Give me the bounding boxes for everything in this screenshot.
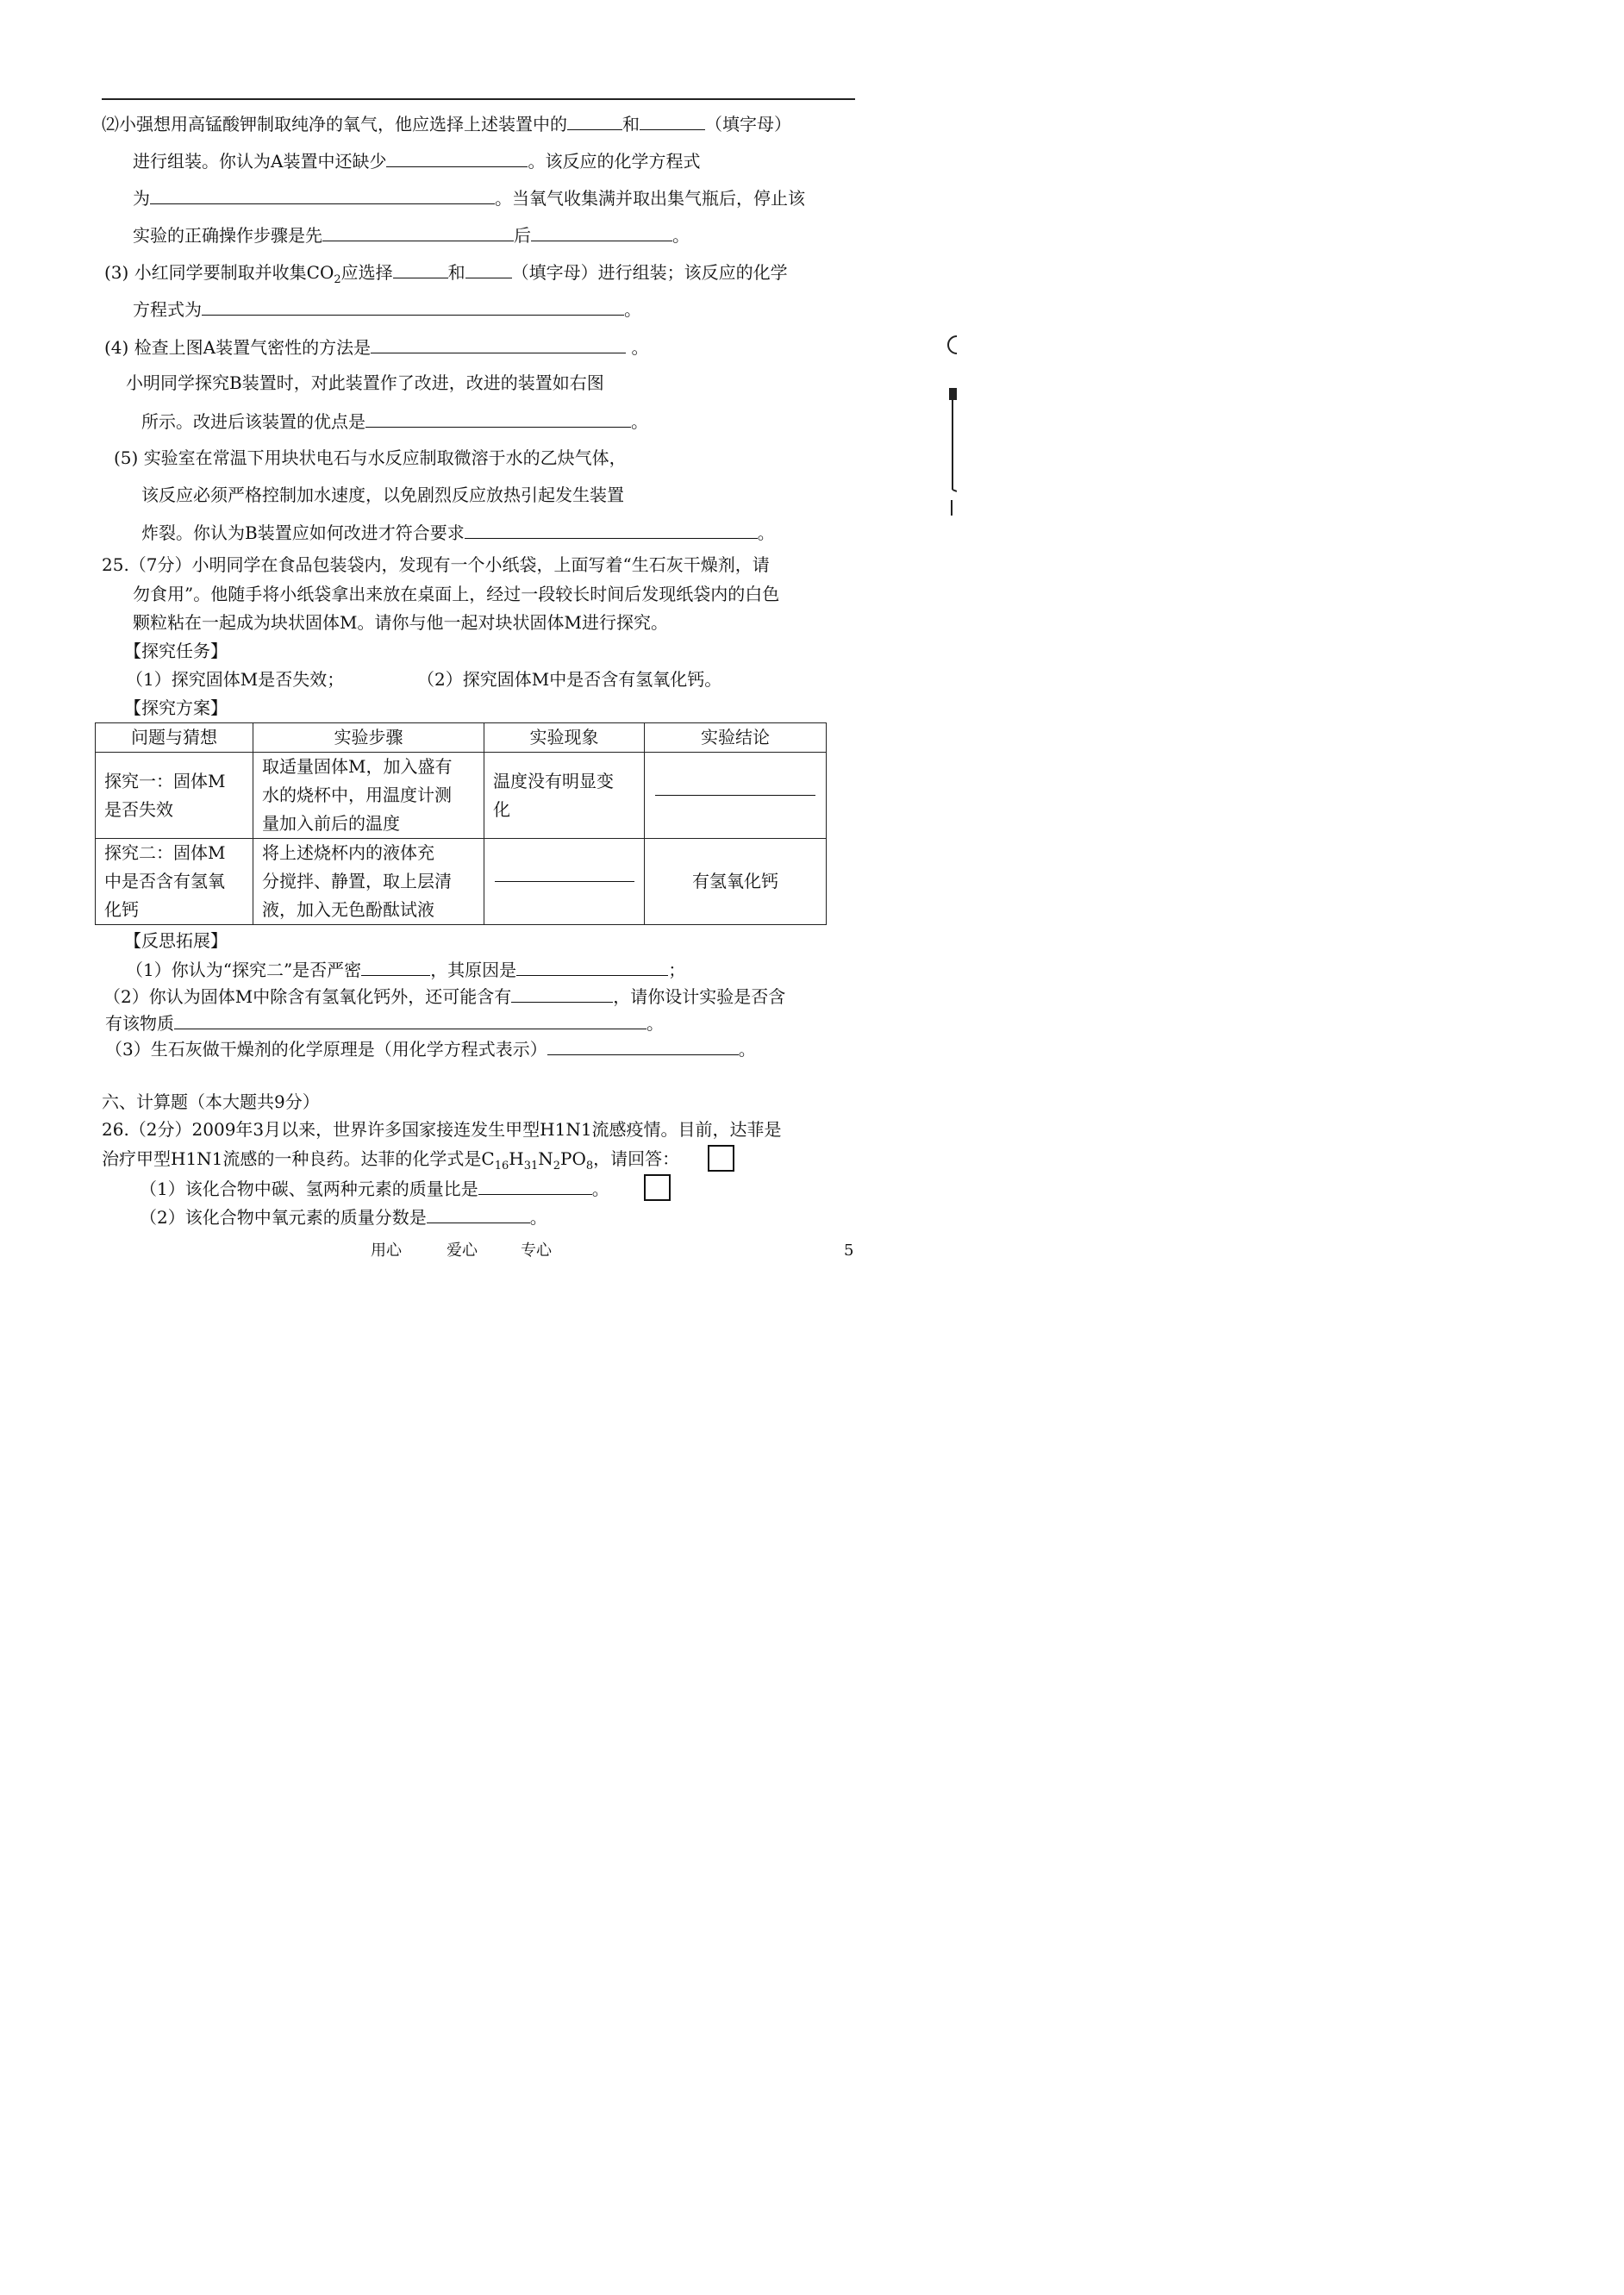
- text: 。: [738, 1039, 756, 1060]
- answer-blank[interactable]: [465, 259, 512, 278]
- cell-text: 是否失效: [104, 798, 173, 820]
- text: 炸裂。你认为B装置应如何改进才符合要求: [141, 522, 465, 543]
- text: 。: [646, 1013, 664, 1034]
- answer-blank[interactable]: [567, 110, 622, 130]
- cell-text: 取适量固体M，加入盛有: [262, 756, 453, 777]
- answer-blank[interactable]: [427, 1204, 530, 1223]
- q26-line1: 26.（2分）2009年3月以来，世界许多国家接连发生甲型H1N1流感疫情。目前，达菲是: [102, 1119, 782, 1140]
- plan-heading: 【探究方案】: [124, 697, 228, 718]
- text: PO: [560, 1148, 586, 1169]
- cell-text: 探究二：固体M: [104, 842, 226, 863]
- text: 有该物质: [105, 1013, 174, 1034]
- q24-p3-line1: [104, 259, 788, 285]
- text: (3) 小红同学要制取并收集CO: [104, 262, 334, 283]
- answer-blank[interactable]: [322, 222, 514, 241]
- text: 后: [514, 225, 531, 246]
- text: ，其原因是: [430, 960, 517, 980]
- text: 。: [624, 299, 641, 320]
- q26-part1: [140, 1175, 609, 1202]
- text: 进行组装。你认为A装置中还缺少: [133, 151, 387, 172]
- answer-blank[interactable]: [511, 983, 613, 1003]
- table-row: [96, 839, 827, 925]
- cell-text: 水的烧杯中，用温度计测: [262, 785, 452, 805]
- answer-blank[interactable]: [386, 147, 528, 167]
- text: （2）你认为固体M中除含有氢氧化钙外，还可能含有: [103, 986, 512, 1007]
- cell-text: 液，加入无色酚酞试液: [262, 899, 434, 920]
- table-cell: [96, 753, 253, 839]
- task-2: （2）探究固体M中是否含有氢氧化钙。: [417, 669, 722, 690]
- answer-blank[interactable]: [531, 222, 672, 241]
- q24-p5-line2: 该反应必须严格控制加水速度，以免剧烈反应放热引起发生装置: [141, 485, 624, 505]
- table-cell: [253, 839, 484, 925]
- answer-blank[interactable]: [640, 110, 705, 130]
- answer-blank[interactable]: [465, 519, 758, 539]
- text: 和: [447, 262, 465, 283]
- answer-blank[interactable]: [202, 296, 624, 316]
- table-header-row: [96, 723, 827, 753]
- header-cell: 实验现象: [484, 723, 645, 753]
- subscript: 2: [334, 273, 341, 286]
- answer-blank[interactable]: [150, 184, 495, 204]
- text: （填字母）进行组装；该反应的化学: [511, 262, 788, 283]
- text: 所示。改进后该装置的优点是: [141, 411, 365, 432]
- text: （填字母）: [705, 114, 791, 134]
- table-row: [96, 753, 827, 839]
- answer-blank[interactable]: [365, 408, 631, 428]
- text: 治疗甲型H1N1流感的一种良药。达菲的化学式是C: [102, 1148, 495, 1169]
- answer-blank[interactable]: [516, 956, 668, 976]
- subscript: 31: [523, 1160, 539, 1173]
- score-box[interactable]: [644, 1174, 671, 1201]
- text: （1）你认为“探究二”是否严密: [126, 960, 362, 980]
- score-box[interactable]: [708, 1145, 734, 1172]
- q24-p2-line4: [133, 222, 690, 248]
- answer-blank[interactable]: [371, 334, 626, 353]
- q25-line2: 勿食用”。他随手将小纸袋拿出来放在桌面上，经过一段较长时间后发现纸袋内的白色: [133, 584, 780, 604]
- text: 实验的正确操作步骤是先: [133, 225, 322, 246]
- text: 方程式为: [133, 299, 202, 320]
- text: ，请回答：: [593, 1148, 680, 1169]
- exam-page: [0, 0, 957, 1352]
- table-cell: 有氢氧化钙: [645, 839, 827, 925]
- reflect-3: [105, 1035, 756, 1062]
- text: 为: [133, 188, 150, 209]
- cell-text: 化钙: [104, 899, 139, 920]
- text: 。该反应的化学方程式: [528, 151, 701, 172]
- page-number: 5: [844, 1241, 854, 1260]
- q25-line3: 颗粒粘在一起成为块状固体M。请你与他一起对块状固体M进行探究。: [133, 612, 668, 633]
- footer-motto-1: 用心: [371, 1241, 402, 1260]
- footer-motto-2: 爱心: [447, 1241, 478, 1260]
- table-cell: [253, 753, 484, 839]
- reflect-2: [103, 983, 785, 1010]
- table-cell: [484, 753, 645, 839]
- q24-p2-line3: [133, 184, 805, 211]
- text: ；: [668, 960, 686, 980]
- text: （2）该化合物中氧元素的质量分数是: [140, 1207, 427, 1228]
- q26-line2: [102, 1146, 679, 1172]
- text: 。: [757, 522, 775, 543]
- text: 。: [672, 225, 690, 246]
- text: 应选择: [340, 262, 393, 283]
- answer-blank[interactable]: [393, 259, 448, 278]
- q24-p5-line3: [141, 519, 775, 546]
- text: （1）该化合物中碳、氢两种元素的质量比是: [140, 1179, 478, 1199]
- cell-text: 化: [493, 798, 510, 820]
- apparatus-figure-fragment: [943, 326, 957, 524]
- text: 和: [622, 114, 640, 134]
- text: N: [538, 1148, 553, 1169]
- reflect-2b: [105, 1010, 664, 1036]
- text: 。: [591, 1179, 609, 1199]
- cell-text: 探究一：固体M: [104, 770, 226, 791]
- table-cell: [96, 839, 253, 925]
- text: （3）生石灰做干燥剂的化学原理是（用化学方程式表示）: [105, 1039, 547, 1060]
- q24-p3-line2: [133, 296, 641, 322]
- answer-blank[interactable]: [478, 1175, 592, 1195]
- answer-blank[interactable]: [174, 1010, 646, 1029]
- subscript: 16: [494, 1160, 509, 1173]
- q24-p5-line1: (5) 实验室在常温下用块状电石与水反应制取微溶于水的乙炔气体，: [114, 447, 627, 468]
- text: H: [509, 1148, 524, 1169]
- cell-text: 分搅拌、静置，取上层清: [262, 871, 452, 891]
- reflect-heading: 【反思拓展】: [124, 930, 228, 951]
- section-heading: 六、计算题（本大题共9分）: [102, 1091, 320, 1112]
- q24-p4-line1: [104, 334, 649, 360]
- q24-p4-line3: [141, 408, 648, 435]
- header-cell: 问题与猜想: [96, 723, 253, 753]
- text: 。: [631, 411, 648, 432]
- header-cell: 实验步骤: [253, 723, 484, 753]
- subscript: 8: [585, 1160, 594, 1173]
- q25-line1: 25.（7分）小明同学在食品包装袋内，发现有一个小纸袋，上面写着“生石灰干燥剂，请: [102, 554, 770, 575]
- header-rule: [102, 98, 855, 100]
- cell-text: 温度没有明显变: [493, 770, 614, 791]
- q26-part2: [140, 1204, 547, 1230]
- q24-p2-line2: [133, 147, 700, 174]
- cell-text: 将上述烧杯内的液体充: [262, 842, 434, 863]
- experiment-table: [95, 722, 827, 925]
- text: 。当氧气收集满并取出集气瓶后，停止该: [495, 188, 805, 209]
- text: (4) 检查上图A装置气密性的方法是: [104, 337, 372, 358]
- text: 。: [626, 337, 649, 358]
- task-heading: 【探究任务】: [124, 641, 228, 661]
- footer-motto-3: 专心: [521, 1241, 552, 1260]
- answer-blank[interactable]: [495, 881, 634, 882]
- text: 。: [529, 1207, 547, 1228]
- q24-p4-line2: 小明同学探究B装置时，对此装置作了改进，改进的装置如右图: [126, 372, 604, 393]
- table-cell: [484, 839, 645, 925]
- text: ，请你设计实验是否含: [613, 986, 786, 1007]
- q24-p2-line1: [102, 110, 791, 137]
- task-1: （1）探究固体M是否失效；: [126, 669, 345, 690]
- text: ⑵小强想用高锰酸钾制取纯净的氧气，他应选择上述装置中的: [102, 114, 567, 134]
- reflect-1: [126, 956, 685, 983]
- answer-blank[interactable]: [655, 795, 815, 796]
- answer-blank[interactable]: [361, 956, 430, 976]
- cell-text: 量加入前后的温度: [262, 813, 400, 834]
- header-cell: 实验结论: [645, 723, 827, 753]
- table-cell: [645, 753, 827, 839]
- answer-blank[interactable]: [547, 1035, 739, 1055]
- subscript: 2: [553, 1160, 561, 1173]
- cell-text: 中是否含有氢氧: [104, 871, 225, 891]
